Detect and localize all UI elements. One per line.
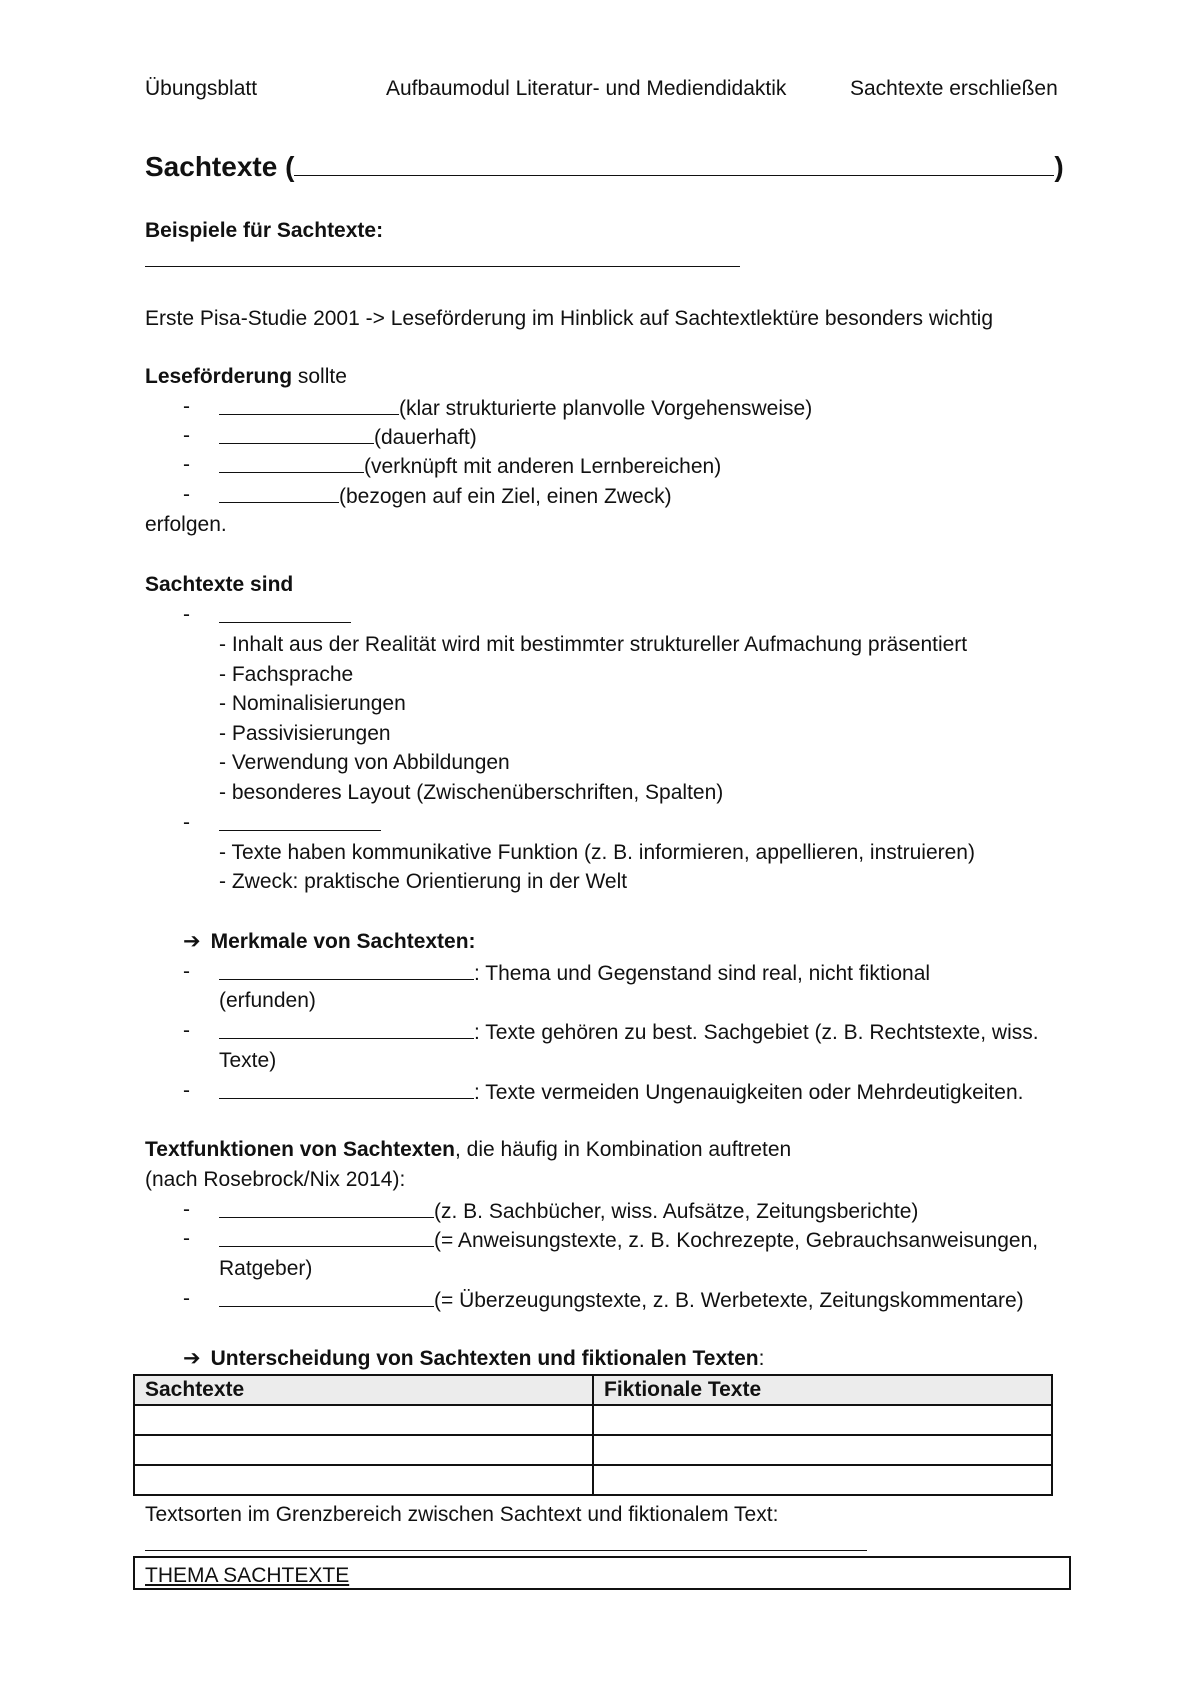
list-item: - Zweck: praktische Orientierung in der Welt	[219, 870, 628, 893]
header-left: Übungsblatt	[145, 77, 258, 100]
answer-blank[interactable]	[219, 1288, 434, 1307]
list-item: - Inhalt aus der Realität wird mit bestimmter struktureller Aufmachung präsentiert	[219, 633, 968, 656]
arrow-right-icon: ➔	[183, 1347, 201, 1370]
answer-blank[interactable]	[219, 812, 381, 831]
lesefoerderung-closing: erfolgen.	[145, 513, 227, 536]
table-header-row	[134, 1375, 1052, 1405]
lesefoerderung-label-bold: Leseförderung	[145, 365, 293, 388]
list-item: - Fachsprache	[219, 663, 354, 686]
table-cell[interactable]	[593, 1405, 1052, 1435]
table-cell[interactable]	[134, 1435, 593, 1465]
textfunktionen-label	[145, 1139, 791, 1160]
pisa-line: Erste Pisa-Studie 2001 -> Leseförderung im Hinblick auf Sachtextlektüre besonders wichtig	[145, 307, 994, 330]
list-item: - Nominalisierungen	[219, 692, 406, 715]
list-dash: -	[183, 1198, 190, 1221]
table-row	[134, 1405, 1052, 1435]
lesefoerderung-label	[145, 366, 347, 387]
list-dash: -	[183, 1079, 190, 1102]
title-close: )	[1054, 151, 1064, 182]
lesefoerderung-item	[219, 425, 477, 448]
list-item: - Texte haben kommunikative Funktion (z. B. informieren, appellieren, instruieren)	[219, 841, 975, 864]
answer-blank[interactable]	[219, 454, 364, 473]
textfunktion-item	[219, 1228, 1038, 1251]
unterscheidung-label: Unterscheidung von Sachtexten und fiktionalen Texten	[210, 1347, 759, 1370]
lesefoerderung-label-rest: sollte	[292, 365, 347, 388]
grenzbereich-blank-line[interactable]	[145, 1532, 867, 1551]
list-dash: -	[183, 603, 190, 626]
answer-blank[interactable]	[219, 604, 351, 623]
list-dash: -	[183, 483, 190, 506]
lesefoerderung-item-text: (dauerhaft)	[374, 426, 477, 449]
title-text: Sachtexte (	[145, 151, 295, 182]
column-header-sachtexte: Sachtexte	[134, 1375, 593, 1405]
textfunktion-item-text: (z. B. Sachbücher, wiss. Aufsätze, Zeitungsberichte)	[434, 1200, 919, 1223]
answer-blank[interactable]	[219, 1228, 434, 1247]
list-dash: -	[183, 1287, 190, 1310]
table-cell[interactable]	[593, 1435, 1052, 1465]
list-dash: -	[183, 960, 190, 983]
merkmal-item-cont: Texte)	[219, 1049, 277, 1072]
unterscheidung-colon: :	[758, 1347, 765, 1370]
sachtexte-sind-blank-2[interactable]	[219, 812, 381, 835]
table-cell[interactable]	[134, 1405, 593, 1435]
list-item: - besonderes Layout (Zwischenüberschriften, Spalten)	[219, 781, 724, 804]
sachtexte-sind-blank-1[interactable]	[219, 604, 351, 627]
textfunktionen-label-bold: Textfunktionen von Sachtexten	[145, 1138, 455, 1161]
answer-blank[interactable]	[219, 484, 339, 503]
merkmal-item	[219, 1080, 1023, 1103]
comparison-table	[133, 1374, 1053, 1496]
sachtexte-sind-label: Sachtexte sind	[145, 573, 294, 596]
list-dash: -	[183, 1227, 190, 1250]
list-item: - Passivisierungen	[219, 722, 391, 745]
merkmale-heading	[183, 931, 476, 952]
unterscheidung-heading	[183, 1348, 764, 1369]
grenzbereich-line: Textsorten im Grenzbereich zwischen Sachtext und fiktionalem Text:	[145, 1503, 779, 1526]
textfunktion-item-text: (= Überzeugungstexte, z. B. Werbetexte, Zeitungskommentare)	[434, 1289, 1024, 1312]
list-dash: -	[183, 424, 190, 447]
title-blank[interactable]	[294, 151, 1054, 176]
lesefoerderung-item-text: (bezogen auf ein Ziel, einen Zweck)	[339, 485, 672, 508]
textfunktion-item-cont: Ratgeber)	[219, 1257, 313, 1280]
textfunktionen-source: (nach Rosebrock/Nix 2014):	[145, 1168, 406, 1191]
list-item: - Verwendung von Abbildungen	[219, 751, 510, 774]
column-header-fiktionale-texte: Fiktionale Texte	[593, 1375, 1052, 1405]
answer-blank[interactable]	[219, 1080, 474, 1099]
header-right: Sachtexte erschließen	[850, 77, 1058, 100]
lesefoerderung-item	[219, 396, 812, 419]
textfunktion-item	[219, 1288, 1024, 1311]
answer-blank[interactable]	[219, 425, 374, 444]
examples-blank-line[interactable]	[145, 248, 740, 267]
answer-blank[interactable]	[219, 961, 474, 980]
merkmale-label: Merkmale von Sachtexten:	[210, 930, 476, 953]
textfunktion-item-text: (= Anweisungstexte, z. B. Kochrezepte, Gebrauchsanweisungen,	[434, 1229, 1039, 1252]
lesefoerderung-item	[219, 454, 721, 477]
list-dash: -	[183, 453, 190, 476]
lesefoerderung-item-text: (klar strukturierte planvolle Vorgehensweise)	[399, 397, 813, 420]
thema-label: THEMA SACHTEXTE	[145, 1564, 350, 1587]
merkmal-item	[219, 961, 930, 984]
merkmal-item-text: : Texte vermeiden Ungenauigkeiten oder Mehrdeutigkeiten.	[474, 1081, 1024, 1104]
textfunktion-item	[219, 1199, 918, 1222]
table-row	[134, 1465, 1052, 1495]
lesefoerderung-item	[219, 484, 672, 507]
list-dash: -	[183, 1019, 190, 1042]
list-dash: -	[183, 395, 190, 418]
thema-box	[133, 1556, 1071, 1590]
answer-blank[interactable]	[219, 1199, 434, 1218]
list-dash: -	[183, 811, 190, 834]
lesefoerderung-item-text: (verknüpft mit anderen Lernbereichen)	[364, 455, 722, 478]
merkmal-item-text: : Thema und Gegenstand sind real, nicht fiktional	[474, 962, 931, 985]
answer-blank[interactable]	[219, 396, 399, 415]
table-cell[interactable]	[134, 1465, 593, 1495]
merkmal-item-cont: (erfunden)	[219, 989, 316, 1012]
textfunktionen-label-rest: , die häufig in Kombination auftreten	[455, 1138, 792, 1161]
table-row	[134, 1435, 1052, 1465]
page-title	[145, 151, 1064, 181]
answer-blank[interactable]	[219, 1020, 474, 1039]
header-center: Aufbaumodul Literatur- und Mediendidaktik	[386, 77, 787, 100]
table-cell[interactable]	[593, 1465, 1052, 1495]
merkmal-item-text: : Texte gehören zu best. Sachgebiet (z. B. Rechtstexte, wiss.	[474, 1021, 1039, 1044]
examples-label: Beispiele für Sachtexte:	[145, 219, 384, 242]
arrow-right-icon: ➔	[183, 930, 201, 953]
merkmal-item	[219, 1020, 1039, 1043]
